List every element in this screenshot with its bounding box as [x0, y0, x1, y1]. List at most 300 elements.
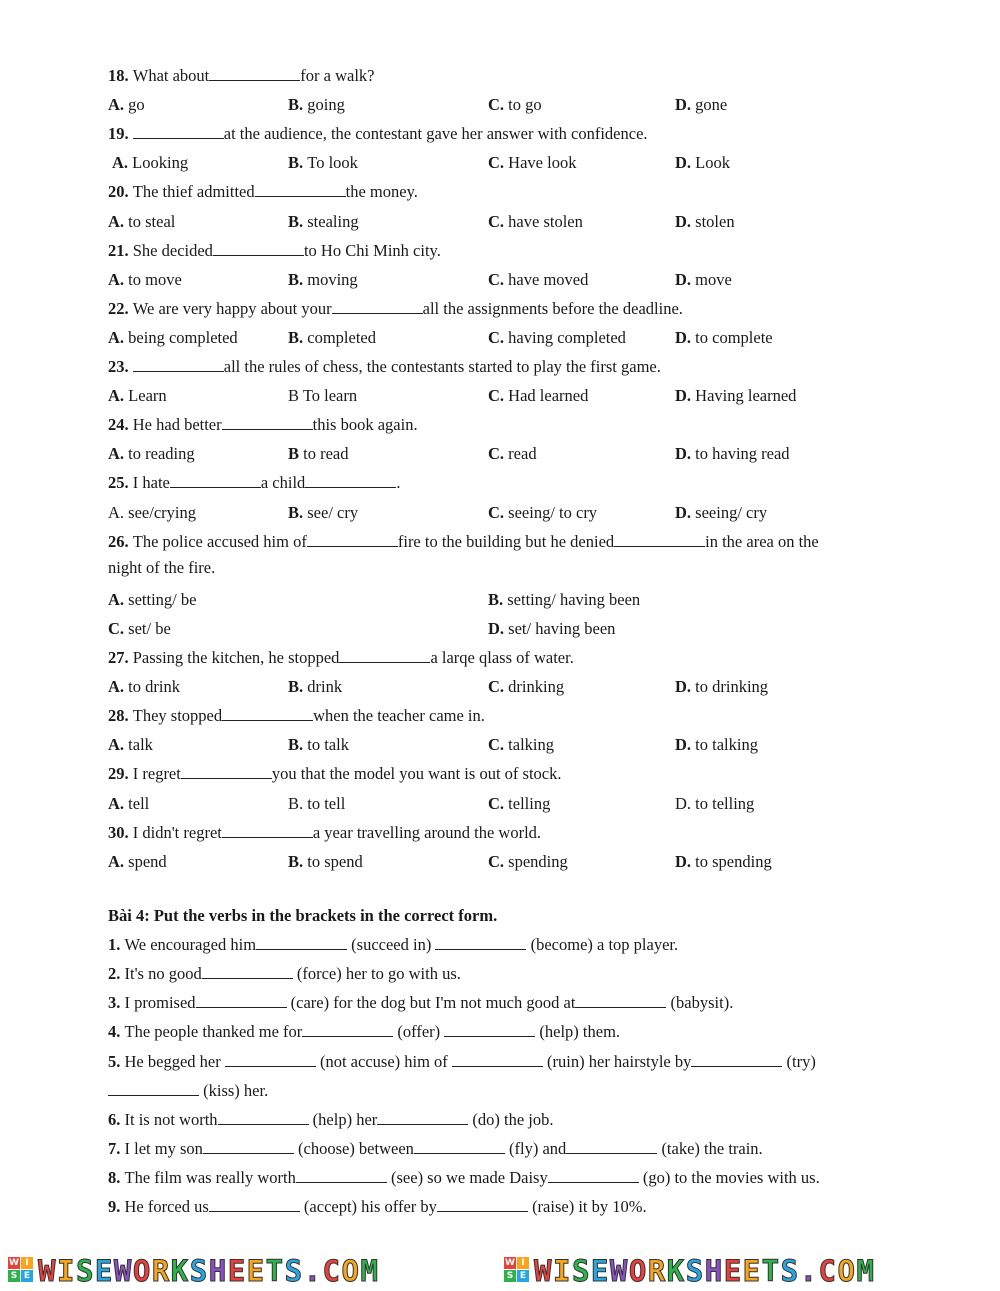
question-text: I hate [132, 473, 170, 493]
item-text: (babysit). [666, 993, 734, 1013]
option-text: To learn [302, 386, 358, 406]
item-text: I let my son [124, 1138, 203, 1158]
answer-option[interactable] [675, 503, 767, 523]
answer-option[interactable] [488, 794, 550, 814]
question-text: a child [260, 473, 306, 493]
option-letter: A. [108, 677, 129, 697]
answer-option[interactable] [675, 677, 768, 697]
option-letter: A. [108, 327, 129, 347]
answer-option[interactable] [108, 503, 196, 523]
question-text: when the teacher came in. [313, 706, 485, 726]
exercise-item [108, 1052, 816, 1072]
answer-option[interactable] [675, 212, 735, 232]
option-letter: A. [112, 153, 133, 173]
option-text: drinking [508, 677, 565, 697]
answer-blank[interactable] [225, 1052, 316, 1067]
answer-blank[interactable] [444, 1022, 535, 1037]
answer-option[interactable] [108, 619, 171, 639]
item-text: He forced us [124, 1197, 209, 1216]
answer-option[interactable] [675, 444, 790, 464]
question-number: 29. [108, 764, 133, 784]
option-text: to read [303, 444, 349, 464]
item-text: He begged her [124, 1051, 225, 1071]
option-letter: C. [488, 793, 509, 813]
question-stem [108, 299, 683, 319]
option-letter: A. [108, 444, 129, 464]
item-text: (choose) between [293, 1138, 414, 1158]
item-text: (try) [782, 1051, 816, 1071]
answer-option[interactable] [108, 590, 196, 610]
item-number: 6. [108, 1109, 125, 1129]
option-text: drink [307, 677, 343, 697]
exercise-item [108, 935, 678, 955]
answer-option[interactable] [288, 794, 345, 814]
option-text: having completed [508, 327, 626, 347]
option-letter: A. [108, 793, 129, 813]
answer-blank[interactable] [181, 764, 272, 779]
question-stem [108, 124, 648, 144]
item-text: (go) to the movies with us. [638, 1167, 820, 1187]
item-number: 7. [108, 1138, 125, 1158]
answer-option[interactable] [288, 212, 359, 232]
item-number: 5. [108, 1051, 125, 1071]
exercise-item [108, 1197, 647, 1217]
question-text: We are very happy about your [132, 298, 332, 318]
answer-option[interactable] [108, 444, 195, 464]
option-text: setting/ be [128, 589, 197, 609]
option-letter: D. [675, 269, 696, 289]
option-letter: D. [675, 735, 696, 755]
answer-blank[interactable] [437, 1197, 528, 1212]
answer-option[interactable] [675, 852, 772, 872]
option-letter: A. [108, 589, 129, 609]
answer-option[interactable] [488, 328, 626, 348]
answer-option[interactable] [288, 95, 345, 115]
answer-blank[interactable] [222, 706, 313, 721]
option-text: talk [128, 735, 153, 755]
question-text: They stopped [132, 706, 223, 726]
question-stem [108, 182, 418, 202]
answer-blank[interactable] [566, 1139, 657, 1154]
logo-icon [8, 1257, 34, 1283]
question-number: 28. [108, 706, 133, 726]
option-text: spending [508, 851, 568, 871]
answer-option[interactable] [108, 212, 175, 232]
question-text: I regret [132, 764, 181, 784]
answer-blank[interactable] [108, 1081, 199, 1096]
option-letter: B [288, 386, 303, 406]
exercise-item-continued [108, 1081, 268, 1101]
answer-option[interactable] [488, 735, 554, 755]
option-text: stolen [695, 211, 735, 231]
answer-blank[interactable] [222, 415, 313, 430]
answer-option[interactable] [675, 386, 796, 406]
logo-letter: E [517, 1270, 529, 1282]
item-text: (help) her [308, 1109, 378, 1129]
option-letter: C. [488, 735, 509, 755]
option-text: Look [695, 153, 731, 173]
option-letter: C. [488, 327, 509, 347]
option-letter: D. [675, 444, 696, 464]
option-text: to move [128, 269, 182, 289]
item-text: (kiss) her. [199, 1080, 269, 1100]
item-text: (do) the job. [468, 1109, 554, 1129]
answer-option[interactable] [488, 386, 588, 406]
option-text: to go [508, 95, 542, 115]
answer-blank[interactable] [133, 357, 224, 372]
option-letter: D. [675, 153, 696, 173]
item-text: (become) a top player. [526, 935, 679, 955]
logo-letter: S [8, 1270, 20, 1282]
option-text: to having read [695, 444, 790, 464]
question-text: Passing the kitchen, he stopped [132, 648, 340, 667]
option-text: To look [307, 153, 358, 173]
question-text: He had better [132, 415, 222, 435]
exercise-item [108, 964, 461, 984]
item-text: (force) her to go with us. [292, 964, 461, 984]
answer-option[interactable] [112, 153, 188, 173]
option-letter: B. [288, 851, 308, 871]
answer-blank[interactable] [307, 532, 398, 547]
option-letter: A. [108, 95, 129, 115]
answer-option[interactable] [288, 735, 349, 755]
option-letter: C. [488, 153, 509, 173]
option-text: setting/ having been [507, 589, 641, 609]
option-text: seeing/ to cry [508, 502, 598, 522]
item-text: (fly) and [504, 1138, 567, 1158]
question-text: a larqe qlass of water. [430, 648, 574, 667]
answer-option[interactable] [108, 735, 153, 755]
option-text: to steal [128, 211, 176, 231]
logo-letter: I [21, 1257, 33, 1269]
exercise-item [108, 1110, 554, 1130]
question-stem [108, 823, 541, 843]
option-text: Looking [132, 153, 189, 173]
option-letter: D. [675, 851, 696, 871]
item-text: I promised [124, 993, 196, 1013]
logo-letter: W [9, 1258, 19, 1268]
option-letter: C. [488, 269, 509, 289]
option-letter: B. [288, 502, 308, 522]
question-text: the money. [345, 182, 418, 202]
question-number: 22. [108, 298, 133, 318]
answer-blank[interactable] [614, 532, 705, 547]
option-text: Have look [508, 153, 577, 173]
option-text: to spend [307, 851, 363, 871]
question-stem [108, 415, 418, 435]
answer-blank[interactable] [332, 299, 423, 314]
option-letter: A. [108, 502, 129, 522]
answer-blank[interactable] [305, 473, 396, 488]
question-number: 20. [108, 182, 133, 202]
answer-blank[interactable] [691, 1052, 782, 1067]
question-number: 23. [108, 357, 133, 376]
answer-option[interactable] [488, 444, 537, 464]
item-text: It is not worth [124, 1109, 218, 1129]
question-number: 30. [108, 822, 133, 842]
question-stem [108, 648, 574, 668]
option-text: to telling [695, 793, 755, 813]
answer-blank[interactable] [575, 993, 666, 1008]
question-stem [108, 357, 661, 377]
option-letter: B. [488, 589, 508, 609]
answer-blank[interactable] [222, 823, 313, 838]
answer-option[interactable] [108, 677, 180, 697]
item-text: (offer) [393, 1022, 445, 1042]
answer-option[interactable] [288, 503, 358, 523]
answer-option[interactable] [488, 153, 576, 173]
item-text: It's no good [124, 964, 202, 984]
option-text: go [128, 95, 145, 115]
option-letter: A. [108, 211, 129, 231]
answer-option[interactable] [488, 212, 583, 232]
option-text: have stolen [508, 211, 583, 231]
option-letter: D. [675, 793, 696, 813]
option-letter: C. [488, 851, 509, 871]
section-title: Bài 4: Put the verbs in the brackets in the correct form. [108, 906, 498, 925]
item-number: 4. [108, 1022, 125, 1042]
question-stem [108, 66, 374, 86]
answer-option[interactable] [488, 677, 564, 697]
answer-option[interactable] [488, 619, 615, 639]
question-number: 21. [108, 240, 133, 260]
question-text: night of the fire. [108, 557, 216, 577]
answer-blank[interactable] [435, 935, 526, 950]
option-letter: B. [288, 793, 308, 813]
answer-option[interactable] [675, 95, 727, 115]
option-text: talking [508, 735, 554, 755]
question-text: a year travelling around the world. [312, 822, 542, 842]
answer-blank[interactable] [203, 1139, 294, 1154]
option-text: Having learned [695, 386, 797, 406]
answer-option[interactable] [675, 328, 773, 348]
answer-option[interactable] [108, 794, 149, 814]
answer-option[interactable] [288, 444, 349, 464]
option-letter: A. [108, 851, 129, 871]
exercise-item [108, 993, 733, 1013]
option-text: completed [307, 327, 376, 347]
option-letter: C. [488, 677, 509, 697]
answer-blank[interactable] [196, 993, 287, 1008]
question-text: you that the model you want is out of stock. [271, 764, 562, 784]
option-letter: B. [288, 269, 308, 289]
item-number: 2. [108, 964, 125, 984]
item-number: 1. [108, 935, 125, 955]
answer-blank[interactable] [170, 473, 261, 488]
question-text: fire to the building but he denied [397, 531, 615, 551]
answer-blank[interactable] [202, 964, 293, 979]
question-text: The thief admitted [132, 182, 255, 202]
answer-blank[interactable] [209, 66, 300, 81]
question-text: at the audience, the contestant gave her answer with confidence. [223, 124, 648, 144]
answer-option[interactable] [288, 270, 358, 290]
answer-option[interactable] [288, 677, 342, 697]
item-text: The film was really worth [124, 1167, 296, 1187]
question-text: . [396, 473, 401, 493]
option-text: set/ having been [508, 618, 616, 638]
question-text: all the rules of chess, the contestants started to play the first game. [223, 357, 661, 376]
item-text: (ruin) her hairstyle by [542, 1051, 692, 1071]
answer-blank[interactable] [255, 182, 346, 197]
answer-option[interactable] [675, 270, 732, 290]
question-text: I didn't regret [132, 822, 222, 842]
answer-option[interactable] [288, 386, 357, 406]
option-text: to talk [307, 735, 349, 755]
option-text: see/crying [128, 502, 196, 522]
question-number: 24. [108, 415, 133, 435]
option-text: seeing/ cry [695, 502, 768, 522]
answer-option[interactable] [108, 95, 145, 115]
option-letter: C. [488, 95, 509, 115]
option-text: spend [128, 851, 167, 871]
item-text: We encouraged him [124, 935, 257, 955]
question-stem [108, 473, 400, 493]
answer-blank[interactable] [296, 1168, 387, 1183]
item-number: 8. [108, 1167, 125, 1187]
question-number: 26. [108, 531, 133, 551]
option-letter: C. [488, 386, 509, 406]
option-text: read [508, 444, 537, 464]
logo-letter: I [517, 1257, 529, 1269]
option-letter: A. [108, 735, 129, 755]
option-letter: A. [108, 269, 129, 289]
answer-blank[interactable] [414, 1139, 505, 1154]
answer-blank[interactable] [377, 1110, 468, 1125]
answer-option[interactable] [675, 735, 758, 755]
option-text: move [695, 269, 732, 289]
question-number: 18. [108, 66, 133, 85]
answer-blank[interactable] [209, 1197, 300, 1212]
option-text: to reading [128, 444, 195, 464]
item-text: (not accuse) him of [315, 1051, 452, 1071]
item-text: (care) for the dog but I'm not much good at [286, 993, 576, 1013]
option-letter: C. [488, 502, 509, 522]
logo-icon [504, 1257, 530, 1283]
watermark-colored: WISEWORKSHEETS.COM [534, 1254, 876, 1288]
option-letter: D. [488, 618, 509, 638]
option-text: to spending [695, 851, 772, 871]
option-text: to drink [128, 677, 180, 697]
exercise-item [108, 1139, 763, 1159]
answer-blank[interactable] [339, 648, 430, 663]
logo-letter: E [21, 1270, 33, 1282]
option-text: being completed [128, 327, 238, 347]
option-text: stealing [307, 211, 359, 231]
question-stem [108, 706, 485, 726]
option-letter: B. [288, 153, 308, 173]
option-letter: D. [675, 95, 696, 115]
question-number: 27. [108, 648, 133, 667]
exercise-item [108, 1022, 620, 1042]
watermark-colored: WISEWORKSHEETS.COM [38, 1254, 380, 1288]
option-letter: C. [488, 211, 509, 231]
item-number: 3. [108, 993, 125, 1013]
option-letter: D. [675, 502, 696, 522]
option-letter: A. [108, 386, 129, 406]
question-text: The police accused him of [132, 531, 307, 551]
answer-blank[interactable] [302, 1022, 393, 1037]
question-text: What about [132, 66, 210, 85]
option-text: moving [307, 269, 358, 289]
answer-option[interactable] [675, 794, 754, 814]
answer-option[interactable] [288, 153, 358, 173]
question-text: She decided [132, 240, 213, 260]
question-stem [108, 241, 441, 261]
option-text: to tell [307, 793, 346, 813]
option-letter: B [288, 444, 304, 464]
watermark-footer [0, 1250, 1000, 1290]
answer-option[interactable] [488, 852, 568, 872]
option-letter: D. [675, 211, 696, 231]
item-text: (see) so we made Daisy [386, 1167, 548, 1187]
question-text: this book again. [312, 415, 418, 435]
logo-letter: W [505, 1258, 515, 1268]
option-text: Learn [128, 386, 167, 406]
answer-option[interactable] [288, 852, 363, 872]
question-text: in the area on the [705, 531, 819, 551]
item-text: (help) them. [535, 1022, 621, 1042]
answer-option[interactable] [488, 503, 597, 523]
question-number: 19. [108, 124, 133, 144]
option-text: to talking [695, 735, 758, 755]
option-letter: B. [288, 211, 308, 231]
option-text: gone [695, 95, 728, 115]
option-letter: D. [675, 677, 696, 697]
answer-blank[interactable] [133, 124, 224, 139]
option-letter: B. [288, 735, 308, 755]
option-text: Had learned [508, 386, 589, 406]
answer-option[interactable] [108, 270, 182, 290]
answer-blank[interactable] [218, 1110, 309, 1125]
option-text: going [307, 95, 345, 115]
answer-option[interactable] [488, 590, 640, 610]
option-text: set/ be [128, 618, 171, 638]
question-text: all the assignments before the deadline. [422, 298, 683, 318]
item-text: (take) the train. [657, 1138, 763, 1158]
answer-option[interactable] [488, 95, 542, 115]
answer-blank[interactable] [213, 241, 304, 256]
exercise-item [108, 1168, 820, 1188]
question-stem [108, 764, 561, 784]
item-text: (accept) his offer by [299, 1197, 437, 1216]
option-letter: D. [675, 327, 696, 347]
question-text: to Ho Chi Minh city. [303, 240, 441, 260]
answer-blank[interactable] [256, 935, 347, 950]
answer-option[interactable] [288, 328, 376, 348]
item-number: 9. [108, 1197, 125, 1216]
option-letter: B. [288, 95, 308, 115]
option-text: see/ cry [307, 502, 359, 522]
option-text: to complete [695, 327, 773, 347]
answer-option[interactable] [675, 153, 730, 173]
answer-blank[interactable] [452, 1052, 543, 1067]
option-letter: C. [108, 618, 129, 638]
answer-option[interactable] [488, 270, 588, 290]
item-text: The people thanked me for [124, 1022, 303, 1042]
answer-blank[interactable] [548, 1168, 639, 1183]
option-text: to drinking [695, 677, 769, 697]
answer-option[interactable] [108, 386, 167, 406]
question-number: 25. [108, 473, 133, 493]
option-text: have moved [508, 269, 589, 289]
answer-option[interactable] [108, 328, 238, 348]
option-text: telling [508, 793, 551, 813]
question-stem [108, 532, 819, 552]
option-letter: C. [488, 444, 509, 464]
option-letter: B. [288, 677, 308, 697]
answer-option[interactable] [108, 852, 167, 872]
item-text: (raise) it by 10%. [527, 1197, 647, 1216]
